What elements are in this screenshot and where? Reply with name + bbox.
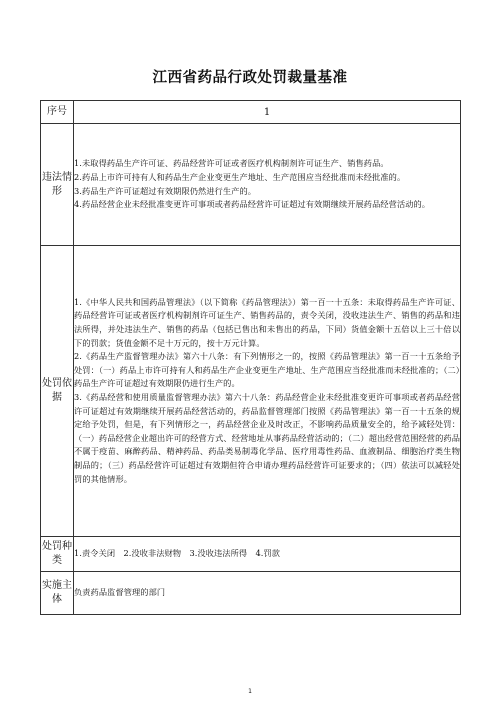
header-row bbox=[41, 101, 461, 124]
violation-label: 违法情形 bbox=[41, 124, 74, 246]
subject-label: 实施主体 bbox=[41, 572, 74, 615]
type-row bbox=[41, 537, 461, 572]
violation-item: 3.药品生产许可证超过有效期限仍然进行生产的。 bbox=[74, 185, 257, 196]
serial-label: 序号 bbox=[41, 101, 74, 124]
basis-row bbox=[41, 246, 461, 537]
type-label: 处罚种类 bbox=[41, 537, 74, 572]
violation-row bbox=[41, 124, 461, 246]
serial-number: 1 bbox=[74, 101, 461, 124]
type-content: 1.责令关闭 2.没收非法财物 3.没收违法所得 4.罚款 bbox=[74, 537, 461, 572]
page-number: 1 bbox=[248, 688, 252, 695]
violation-item: 2.药品上市许可持有人和药品生产企业变更生产地址、生产范围应当经批准而未经批准的。 bbox=[74, 171, 406, 182]
violation-item: 1.未取得药品生产许可证、药品经营许可证或者医疗机构制剂许可证生产、销售药品。 bbox=[74, 158, 389, 169]
violation-item: 4.药品经营企业未经批准变更许可事项或者药品经营许可证超过有效期继续开展药品经营活动的。 bbox=[74, 199, 431, 210]
basis-label: 处罚依据 bbox=[41, 246, 74, 537]
subject-row bbox=[41, 572, 461, 615]
subject-content: 负责药品监督管理的部门 bbox=[74, 572, 461, 615]
violation-content bbox=[74, 124, 461, 246]
penalty-table bbox=[40, 100, 461, 615]
basis-item: 2.《药品生产监督管理办法》第六十八条：有下列情形之一的，按照《药品管理法》第一百一十五条给予处罚：（一）药品上市许可持有人和药品生产企业变更生产地址、生产范围应当经批准而未经批准的；（二）药品生产许可证超过有效期限仍进行生产的。 bbox=[74, 351, 460, 389]
basis-item: 1.《中华人民共和国药品管理法》（以下简称《药品管理法》）第一百一十五条：未取得药品生产许可证、药品经营许可证或者医疗机构制剂许可证生产、销售药品的，责令关闭，没收违法生产、销售的药品和违法所得，并处违法生产、销售的药品（包括已售出和未售出的药品，下同）货值金额十五倍以上三十倍以下的罚款；货值金额不足十万元的，按十万元计算。 bbox=[74, 296, 460, 348]
document-title: 江西省药品行政处罚裁量基准 bbox=[152, 70, 348, 86]
basis-item: 3.《药品经营和使用质量监督管理办法》第六十八条：药品经营企业未经批准变更许可事项或者药品经营许可证超过有效期继续开展药品经营活动的，药品监督管理部门按照《药品管理法》第一百一十五条的规定给予处罚，但是，有下列情形之一，药品经营企业及时改正，不影响药品质量安全的，给予减轻处罚：（一）药品经营企业超出许可的经营方式、经营地址从事药品经营活动的；（二）超出经营范围经营的药品不属于疫苗、麻醉药品、精神药品、药品类易制毒化学品、医疗用毒性药品、血液制品、细胞治疗类生物制品的；（三）药品经营许可证超过有效期但符合申请办理药品经营许可证要求的；（四）依法可以减轻处罚的其他情形。 bbox=[74, 392, 460, 484]
basis-content bbox=[74, 246, 461, 537]
